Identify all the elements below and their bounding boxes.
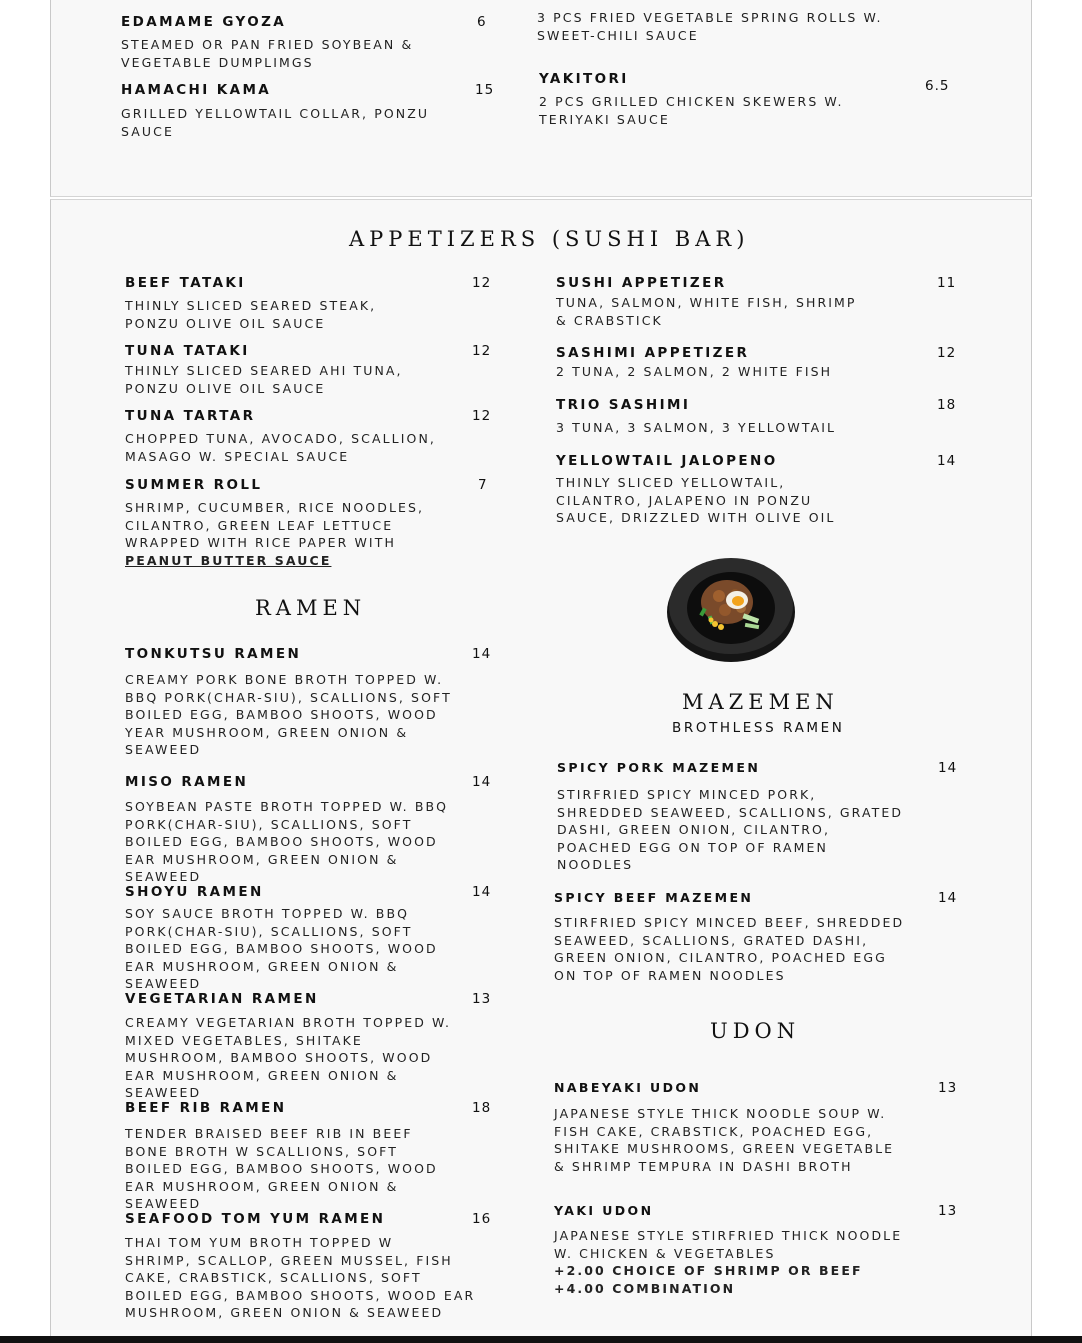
item-price: 16 <box>472 1211 492 1227</box>
item-description: CREAMY VEGETARIAN BROTH TOPPED W. MIXED VEGETABLES, SHITAKE MUSHROOM, BAMBOO SHOOTS, WOOD EAR MUSHROOM, GREEN ONION & SEAWEED <box>125 1015 452 1100</box>
item-description: GRILLED YELLOWTAIL COLLAR, PONZU SAUCE <box>121 106 430 139</box>
item-price: 13 <box>472 991 492 1007</box>
item-price: 18 <box>472 1100 492 1116</box>
item-description: JAPANESE STYLE STIRFRIED THICK NOODLE W. CHICKEN & VEGETABLES +2.00 CHOICE OF SHRIMP OR BEEF +4.00 COMBINATION <box>554 1228 903 1296</box>
item-name: YAKI UDON <box>554 1203 654 1218</box>
item-price: 14 <box>938 890 958 906</box>
item-description: THINLY SLICED YELLOWTAIL, CILANTRO, JALAPENO IN PONZU SAUCE, DRIZZLED WITH OLIVE OIL <box>556 475 836 525</box>
item-description: 3 PCS FRIED VEGETABLE SPRING ROLLS W. SWEET-CHILI SAUCE <box>537 10 883 43</box>
item-name: EDAMAME GYOZA <box>121 14 287 30</box>
item-description: STIRFRIED SPICY MINCED BEEF, SHREDDED SEAWEED, SCALLIONS, GRATED DASHI, GREEN ONION, CILANTRO, POACHED EGG ON TOP OF RAMEN NOODLES <box>554 915 905 983</box>
item-price: 12 <box>472 275 492 291</box>
item-price: 6.5 <box>925 78 950 94</box>
item-description: CREAMY PORK BONE BROTH TOPPED W. BBQ PORK(CHAR-SIU), SCALLIONS, SOFT BOILED EGG, BAMBOO SHOOTS, WOOD YEAR MUSHROOM, GREEN ONION & SEAWEED <box>125 672 452 757</box>
item-name: SEAFOOD TOM YUM RAMEN <box>125 1211 386 1227</box>
item-price: 12 <box>937 345 957 361</box>
item-description: 3 TUNA, 3 SALMON, 3 YELLOWTAIL <box>556 420 837 435</box>
item-description: THINLY SLICED SEARED STEAK, PONZU OLIVE OIL SAUCE <box>125 298 377 331</box>
ramen-bowl-photo <box>665 550 797 662</box>
section-subtitle-mazemen: BROTHLESS RAMEN <box>672 720 845 736</box>
item-name: YAKITORI <box>539 71 629 87</box>
item-name: SUMMER ROLL <box>125 477 263 493</box>
item-name: SPICY BEEF MAZEMEN <box>554 890 754 905</box>
item-name: SUSHI APPETIZER <box>556 275 727 291</box>
item-price: 13 <box>938 1080 958 1096</box>
item-name: SPICY PORK MAZEMEN <box>557 760 761 775</box>
item-name: YELLOWTAIL JALOPENO <box>556 453 778 469</box>
item-description: SHRIMP, CUCUMBER, RICE NOODLES, CILANTRO, GREEN LEAF LETTUCE WRAPPED WITH RICE PAPER WITH PEANUT BUTTER SAUCE <box>125 500 425 568</box>
item-price: 13 <box>938 1203 958 1219</box>
item-price: 14 <box>472 774 492 790</box>
item-description: THINLY SLICED SEARED AHI TUNA, PONZU OLIVE OIL SAUCE <box>125 363 403 396</box>
section-title-appetizers: APPETIZERS (SUSHI BAR) <box>349 227 750 251</box>
section-title-mazemen: MAZEMEN <box>682 690 839 714</box>
item-name: TUNA TARTAR <box>125 408 256 424</box>
item-price: 18 <box>937 397 957 413</box>
section-title-ramen: RAMEN <box>255 596 367 620</box>
item-price: 6 <box>477 14 487 30</box>
item-name: MISO RAMEN <box>125 774 249 790</box>
item-price: 14 <box>472 884 492 900</box>
item-description: STIRFRIED SPICY MINCED PORK, SHREDDED SEAWEED, SCALLIONS, GRATED DASHI, GREEN ONION, CILANTRO, POACHED EGG ON TOP OF RAMEN NOODLES <box>557 787 904 872</box>
item-description: THAI TOM YUM BROTH TOPPED W SHRIMP, SCALLOP, GREEN MUSSEL, FISH CAKE, CRABSTICK, SCALLIONS, SOFT BOILED EGG, BAMBOO SHOOTS, WOOD EAR MUSHROOM, GREEN ONION & SEAWEED <box>125 1235 476 1320</box>
item-name: SASHIMI APPETIZER <box>556 345 750 361</box>
item-description: 2 TUNA, 2 SALMON, 2 WHITE FISH <box>556 364 833 379</box>
item-name: TUNA TATAKI <box>125 343 250 359</box>
item-price: 15 <box>475 82 495 98</box>
item-description: JAPANESE STYLE THICK NOODLE SOUP W. FISH CAKE, CRABSTICK, POACHED EGG, SHITAKE MUSHROOMS, GREEN VEGETABLE & SHRIMP TEMPURA IN DASHI BROTH <box>554 1106 895 1174</box>
item-description: 2 PCS GRILLED CHICKEN SKEWERS W. TERIYAKI SAUCE <box>539 94 844 127</box>
item-description: SOY SAUCE BROTH TOPPED W. BBQ PORK(CHAR-SIU), SCALLIONS, SOFT BOILED EGG, BAMBOO SHOOTS, WOOD EAR MUSHROOM, GREEN ONION & SEAWEED <box>125 906 438 991</box>
item-description: STEAMED OR PAN FRIED SOYBEAN & VEGETABLE DUMPLIMGS <box>121 37 414 70</box>
item-name: TRIO SASHIMI <box>556 397 691 413</box>
item-name: SHOYU RAMEN <box>125 884 264 900</box>
item-name: VEGETARIAN RAMEN <box>125 991 319 1007</box>
bottom-edge-bar <box>0 1336 1082 1343</box>
item-name: BEEF TATAKI <box>125 275 246 291</box>
section-title-udon: UDON <box>710 1019 801 1043</box>
item-price: 14 <box>472 646 492 662</box>
item-name: BEEF RIB RAMEN <box>125 1100 287 1116</box>
item-price: 12 <box>472 408 492 424</box>
item-description: TENDER BRAISED BEEF RIB IN BEEF BONE BROTH W SCALLIONS, SOFT BOILED EGG, BAMBOO SHOOTS, WOOD EAR MUSHROOM, GREEN ONION & SEAWEED <box>125 1126 438 1211</box>
item-price: 12 <box>472 343 492 359</box>
item-price: 11 <box>937 275 957 291</box>
item-description: CHOPPED TUNA, AVOCADO, SCALLION, MASAGO W. SPECIAL SAUCE <box>125 431 436 464</box>
item-description: TUNA, SALMON, WHITE FISH, SHRIMP & CRABSTICK <box>556 295 857 328</box>
item-price: 7 <box>478 477 488 493</box>
item-price: 14 <box>938 760 958 776</box>
item-name: HAMACHI KAMA <box>121 82 272 98</box>
item-description: SOYBEAN PASTE BROTH TOPPED W. BBQ PORK(CHAR-SIU), SCALLIONS, SOFT BOILED EGG, BAMBOO SHOOTS, WOOD EAR MUSHROOM, GREEN ONION & SEAWEED <box>125 799 449 884</box>
item-name: TONKUTSU RAMEN <box>125 646 302 662</box>
item-price: 14 <box>937 453 957 469</box>
item-name: NABEYAKI UDON <box>554 1080 702 1095</box>
